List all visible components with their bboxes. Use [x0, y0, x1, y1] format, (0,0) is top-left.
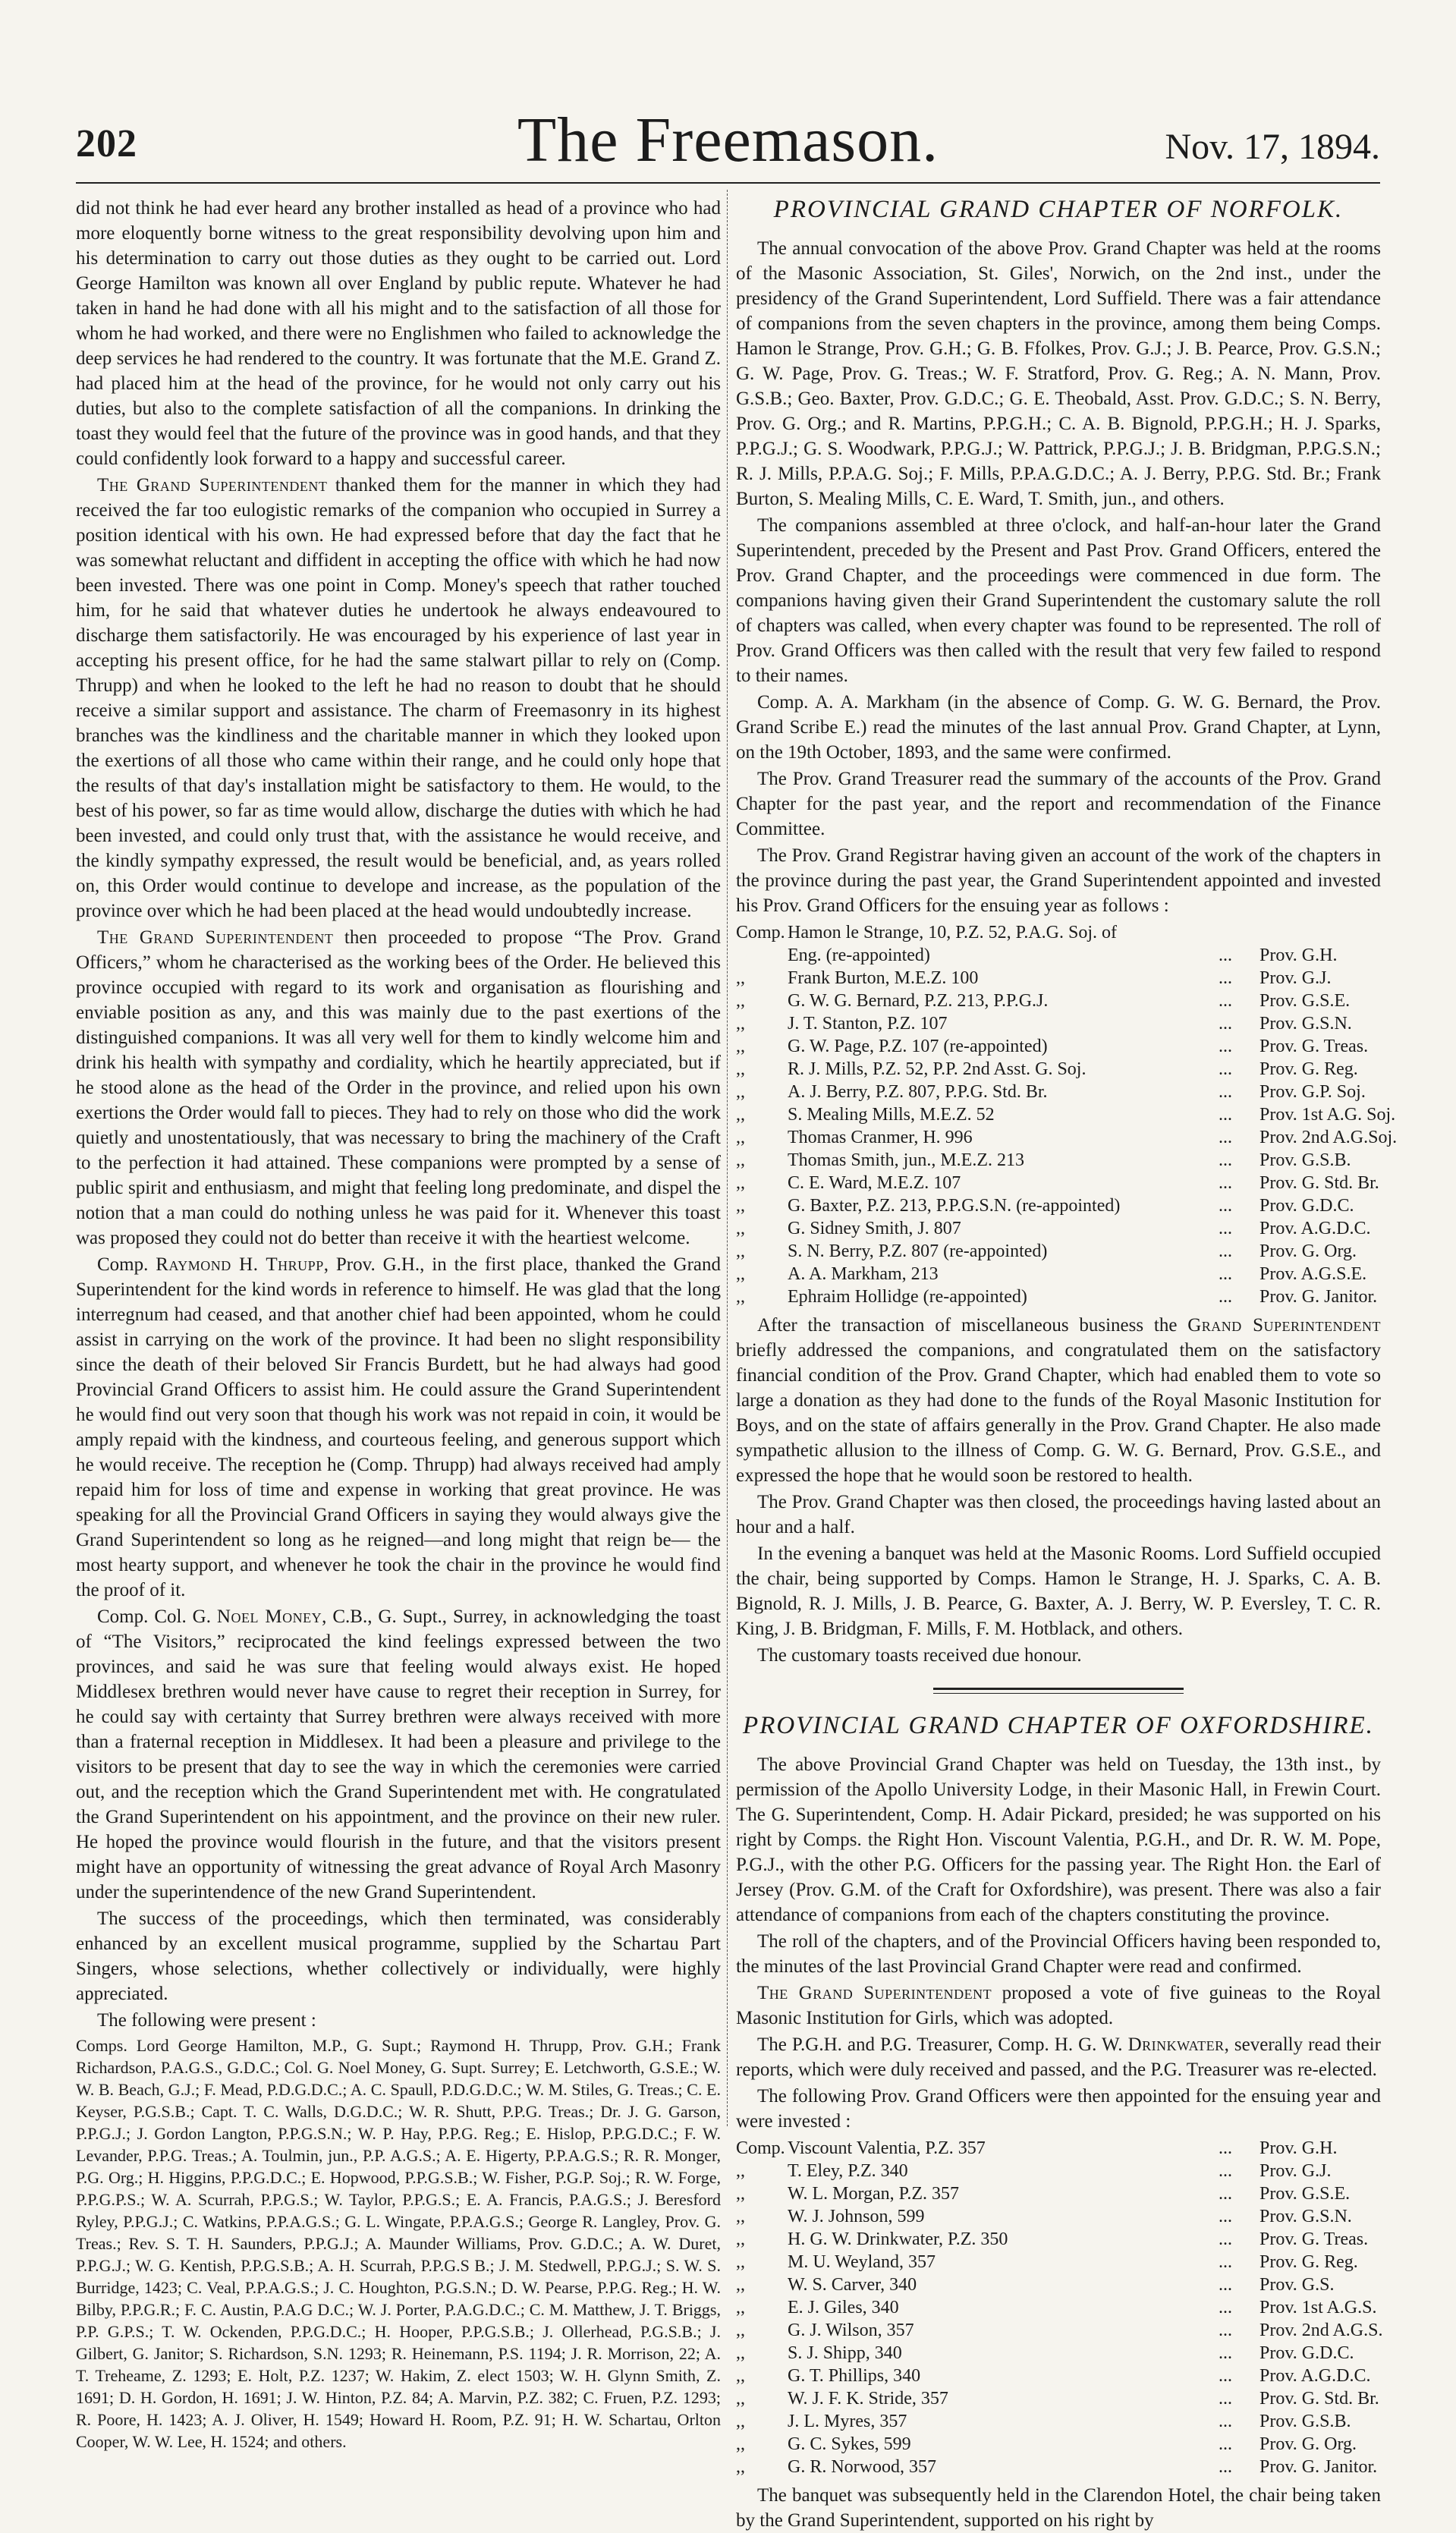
- leader-dots: ...: [1219, 2434, 1232, 2454]
- officer-prefix: ,,: [736, 968, 745, 988]
- officer-name: G. T. Phillips, 340: [788, 2366, 921, 2386]
- officer-row: [736, 1149, 1381, 1172]
- leader-dots: ...: [1219, 1264, 1232, 1284]
- leader-dots: ...: [1219, 2389, 1232, 2409]
- officer-office: Prov. G.S.B.: [1259, 1150, 1351, 1170]
- paragraph-text: , C.B., G. Supt., Surrey, in acknowledging the toast of “The Visitors,” reciprocated the kind feelings expressed between the two provinces, and said he was sure that feeling would always exist. He hoped Middlesex brethren would never have cause to regret their reception in Surrey, for he could say with certainty that Surrey brethren were always received with more than a fraternal reception in Middlesex. It had been a pleasure and privilege to the visitors to be present that day to see the way in which the ceremonies were carried out, and the reception which the Grand Superintendent met with. He congratulated the Grand Superintendent on his appointment, and the province on their new ruler. He hoped the province would flourish in the future, and that the visitors present might have an opportunity of witnessing the great advance of Royal Arch Masonry under the superintendence of the new Grand Superintendent.: [76, 1606, 722, 1902]
- paragraph-text: then proceeded to propose “The Prov. Grand Officers,” whom he characterised as the working bees of the Order. He believed this province occupied with regard to its work and organisation as flourishing and enviable position as any, and this was mainly due to the past exertions of the distinguished companions. It was all very well for them to kindly welcome him and drink his health with sympathy and cordiality, which he heartily appreciated, but if he stood alone as the head of the Order in the province, and relied upon his own exertions the Order would fall to pieces. They had to rely on those who did the work quietly and unostentatiously, that was necessary to bring the machinery of the Craft to the perfection it had attained. These companions were prompted by a sense of public spirit and enthusiasm, and might that feeling long predominate, and dispel the notion that a man could do nothing unless he was paid for it. Whenever this toast was proposed they could not do better than receive it with the heartiest welcome.: [76, 927, 721, 1248]
- header-rule: [76, 182, 1380, 184]
- officer-prefix: ,,: [736, 1014, 745, 1034]
- officer-row: [736, 2433, 1381, 2456]
- officer-name: S. N. Berry, P.Z. 807 (re-appointed): [788, 1241, 1048, 1261]
- officer-row: [736, 921, 1381, 944]
- oxfordshire-officers-list: [736, 2137, 1381, 2478]
- issue-date: Nov. 17, 1894.: [1165, 127, 1380, 167]
- paragraph-text: thanked them for the manner in which they had received the far too eulogistic remarks of the companion who occupied in Surrey a position identical with his own. He had expressed before that day the fact that he was somewhat reluctant and diffident in accepting the office with which he had now been invested. There was one point in Comp. Money's speech that rather touched him, for he said that whatever duties he undertook he always endeavoured to discharge them satisfactorily. He was encouraged by his experience of last year in accepting his present office, for he had the same stalwart pillar to rely on (Comp. Thrupp) and when he looked to the left he had no reason to doubt that he should receive a similar support and assistance. The charm of Freemasonry in its highest branches was the kindliness and the charitable manner in which they looked upon the exertions of all those who came within their range, and he could only hope that the results of that day's installation might be satisfactory to them. He would, to the best of his power, so far as time would allow, discharge the duties with which he had been invested, and could only trust that, with the assistance he would receive, and the kindly sympathy expressed, the result would be beneficial, and, as years rolled on, this Order would continue to develope and increase, as the population of the province over which he had been placed at the head would undoubtedly increase.: [76, 475, 721, 921]
- paragraph-prefix: Comp. Col. G.: [97, 1606, 217, 1627]
- officer-office: Prov. 2nd A.G.Soj.: [1259, 1128, 1398, 1147]
- officer-office: Prov. A.G.D.C.: [1259, 1219, 1371, 1238]
- leader-dots: ...: [1219, 1037, 1232, 1056]
- paragraph: Comp. A. A. Markham (in the absence of Comp. G. W. G. Bernard, the Prov. Grand Scribe E.) read the minutes of the last annual Prov. Grand Chapter, at Lynn, on the 19th October, 1893, and the same were confirmed.: [736, 692, 1381, 763]
- paragraph: The banquet was subsequently held in the Clarendon Hotel, the chair being taken by the Grand Superintendent, supported on his right by: [736, 2485, 1381, 2531]
- speaker-name: The Grand Superintendent: [757, 1983, 992, 2003]
- leader-dots: ...: [1219, 2343, 1232, 2363]
- leader-dots: ...: [1219, 1014, 1232, 1034]
- officer-office: Prov. G. Std. Br.: [1259, 2389, 1379, 2409]
- officer-row: [736, 990, 1381, 1012]
- officer-name: W. J. F. K. Stride, 357: [788, 2389, 948, 2409]
- officer-name: Eng. (re-appointed): [788, 946, 930, 965]
- officer-name: W. J. Johnson, 599: [788, 2207, 925, 2226]
- officer-name: G. J. Wilson, 357: [788, 2321, 914, 2340]
- leader-dots: ...: [1219, 2252, 1232, 2272]
- paragraph-prefix: Comp.: [97, 1254, 156, 1275]
- paragraph: [736, 2032, 1381, 2082]
- officer-row: [736, 2387, 1381, 2410]
- officer-office: Prov. 1st A.G.S.: [1259, 2298, 1377, 2317]
- speaker-name: Raymond H. Thrupp: [156, 1254, 324, 1275]
- leader-dots: ...: [1219, 1150, 1232, 1170]
- leader-dots: ...: [1219, 1082, 1232, 1102]
- officer-name: Frank Burton, M.E.Z. 100: [788, 968, 979, 988]
- officer-prefix: [736, 944, 788, 967]
- paragraph: The roll of the chapters, and of the Provincial Officers having been responded to, the minutes of the last Provincial Grand Chapter were read and confirmed.: [736, 1931, 1381, 1977]
- officer-office: Prov. G.D.C.: [1259, 2343, 1354, 2363]
- officer-name: J. T. Stanton, P.Z. 107: [788, 1014, 948, 1034]
- officer-office: Prov. G. Janitor.: [1259, 2457, 1378, 2477]
- paragraph: The customary toasts received due honour.: [757, 1645, 1082, 1666]
- paragraph: [76, 925, 721, 1251]
- leader-dots: ...: [1219, 1196, 1232, 1216]
- officer-office: Prov. 1st A.G. Soj.: [1259, 1105, 1396, 1125]
- leader-dots: ...: [1219, 1219, 1232, 1238]
- leader-dots: ...: [1219, 1128, 1232, 1147]
- leader-dots: ...: [1219, 2457, 1232, 2477]
- officer-row: [736, 1058, 1381, 1081]
- paragraph-text: , Prov. G.H., in the first place, thanked the Grand Superintendent for the kind words in reference to himself. He was glad that the long interregnum had ceased, and that another chief had been appointed, whom he could assist in carrying on the work of the province. It had been no slight responsibility since the death of their beloved Sir Francis Burdett, but he had always had good Provincial Grand Officers to assist him. He could assure the Grand Superintendent he would find out very soon that though his work was not repaid in coin, it would be amply repaid with the kindness, and courteous feeling, and generous support which he would receive. The reception he (Comp. Thrupp) had always received had amply repaid him for loss of time and expense in working that great province. He was speaking for all the Provincial Grand Officers in saying they would always give the Grand Superintendent so long as he reigned—and long might that reign be— the most hearty support, and whenever he took the chair in the province he would find the proof of it.: [76, 1254, 721, 1600]
- leader-dots: ...: [1219, 946, 1232, 965]
- officer-row: [736, 2410, 1381, 2433]
- officer-name: E. J. Giles, 340: [788, 2298, 899, 2317]
- officer-row: [736, 967, 1381, 990]
- officer-name: Hamon le Strange, 10, P.Z. 52, P.A.G. Soj. of: [788, 923, 1117, 942]
- speaker-name: The Grand Superintendent: [97, 927, 334, 948]
- leader-dots: ...: [1219, 991, 1232, 1011]
- paragraph: [76, 473, 721, 924]
- officer-name: T. Eley, P.Z. 340: [788, 2161, 908, 2181]
- officer-row: [736, 2182, 1381, 2205]
- column-divider: [727, 190, 728, 2126]
- officer-office: Prov. A.G.S.E.: [1259, 1264, 1367, 1284]
- officer-row: [736, 2296, 1381, 2319]
- officer-row: [736, 1217, 1381, 1240]
- officer-prefix: Comp.: [736, 2138, 785, 2158]
- paragraph: The Prov. Grand Chapter was then closed, the proceedings having lasted about an hour and a half.: [736, 1492, 1381, 1537]
- officer-prefix: ,,: [736, 1196, 745, 1216]
- officer-name: W. L. Morgan, P.Z. 357: [788, 2184, 960, 2204]
- officer-office: Prov. G. Org.: [1259, 1241, 1357, 1261]
- paragraph: The success of the proceedings, which then terminated, was considerably enhanced by an excellent musical programme, supplied by the Schartau Part Singers, whose selections, whether collectively or individually, were highly appreciated.: [76, 1908, 721, 2004]
- paragraph: The Prov. Grand Treasurer read the summary of the accounts of the Prov. Grand Chapter for the past year, and the report and recommendation of the Finance Committee.: [736, 769, 1381, 839]
- officer-name: S. J. Shipp, 340: [788, 2343, 902, 2363]
- officer-prefix: ,,: [736, 2298, 745, 2317]
- officer-prefix: ,,: [736, 2184, 745, 2204]
- leader-dots: ...: [1219, 2275, 1232, 2295]
- officer-row: [736, 944, 1381, 967]
- section-heading-oxfordshire: PROVINCIAL GRAND CHAPTER OF OXFORDSHIRE.: [743, 1712, 1374, 1739]
- paragraph: [76, 1604, 721, 1905]
- officer-name: S. Mealing Mills, M.E.Z. 52: [788, 1105, 995, 1125]
- leader-dots: ...: [1219, 2161, 1232, 2181]
- officer-name: G. Sidney Smith, J. 807: [788, 1219, 961, 1238]
- section-separator: [933, 1688, 1184, 1694]
- masthead-title: The Freemason.: [517, 105, 939, 175]
- officer-row: [736, 2319, 1381, 2342]
- officer-name: A. A. Markham, 213: [788, 1264, 939, 1284]
- officer-prefix: ,,: [736, 2366, 745, 2386]
- officer-name: A. J. Berry, P.Z. 807, P.P.G. Std. Br.: [788, 1082, 1048, 1102]
- officer-name: Viscount Valentia, P.Z. 357: [788, 2138, 986, 2158]
- officer-row: [736, 2456, 1381, 2478]
- officer-name: G. R. Norwood, 357: [788, 2457, 936, 2477]
- officer-office: Prov. G. Treas.: [1259, 1037, 1369, 1056]
- officer-row: [736, 1081, 1381, 1103]
- officer-name: G. W. G. Bernard, P.Z. 213, P.P.G.J.: [788, 991, 1049, 1011]
- officer-row: [736, 1103, 1396, 1126]
- officer-office: Prov. G.H.: [1259, 946, 1338, 965]
- page-number: 202: [76, 122, 137, 165]
- officer-row: [736, 2273, 1381, 2296]
- officer-prefix: ,,: [736, 2321, 745, 2340]
- officer-row: [736, 2342, 1381, 2365]
- left-column: [76, 196, 722, 2451]
- officer-office: Prov. G. Janitor.: [1259, 1287, 1378, 1307]
- officer-prefix: ,,: [736, 2434, 745, 2454]
- officer-prefix: ,,: [736, 1059, 745, 1079]
- speaker-name: Grand Superintendent: [1187, 1315, 1381, 1336]
- officer-prefix: ,,: [736, 2457, 745, 2477]
- officer-row: [736, 2228, 1381, 2251]
- officer-prefix: ,,: [736, 2412, 745, 2431]
- officer-prefix: ,,: [736, 2389, 745, 2409]
- officer-prefix: ,,: [736, 1241, 745, 1261]
- officer-row: [736, 1126, 1398, 1149]
- paragraph: [736, 1313, 1381, 1488]
- leader-dots: ...: [1219, 2298, 1232, 2317]
- officer-name: H. G. W. Drinkwater, P.Z. 350: [788, 2229, 1008, 2249]
- officer-office: Prov. G. Reg.: [1259, 1059, 1358, 1079]
- officer-name: Thomas Cranmer, H. 996: [788, 1128, 973, 1147]
- officer-prefix: ,,: [736, 1082, 745, 1102]
- officer-office: Prov. G.S.: [1259, 2275, 1335, 2295]
- officer-office: Prov. G. Reg.: [1259, 2252, 1358, 2272]
- officer-office: [1259, 921, 1381, 944]
- leader-dots: ...: [1219, 1287, 1232, 1307]
- officer-prefix: ,,: [736, 2343, 745, 2363]
- officer-office: Prov. G.J.: [1259, 968, 1332, 988]
- officer-row: [736, 1172, 1381, 1194]
- leader-dots: ...: [1219, 1059, 1232, 1079]
- right-column: [736, 196, 1398, 2531]
- officer-row: [736, 1285, 1381, 1308]
- paragraph-text: proposed a vote of five guineas to the Royal Masonic Institution for Girls, which was adopted.: [736, 1983, 1381, 2028]
- leader-dots: ...: [1219, 2321, 1232, 2340]
- leader-dots: ...: [1219, 1173, 1232, 1193]
- officer-office: Prov. G.D.C.: [1259, 1196, 1354, 1216]
- officer-prefix: ,,: [736, 1150, 745, 1170]
- officer-row: [736, 2205, 1381, 2228]
- paragraph: The above Provincial Grand Chapter was held on Tuesday, the 13th inst., by permission of the Apollo University Lodge, in their Masonic Hall, in Frewin Court. The G. Superintendent, Comp. H. Adair Pickard, presided; he was supported on his right by Comps. the Right Hon. Viscount Valentia, P.G.H., and Dr. R. W. M. Pope, P.G.J., with the other P.G. Officers for the passing year. The Right Hon. the Earl of Jersey (Prov. G.M. of the Craft for Oxfordshire), was present. There was also a fair attendance of companions from each of the chapters constituting the province.: [736, 1754, 1381, 1925]
- officer-prefix: ,,: [736, 991, 745, 1011]
- paragraph: did not think he had ever heard any brother installed as head of a province who had more eloquently borne witness to the great responsibility devolving upon him and his determination to carry out those duties as they ought to be carried out. Lord George Hamilton was known all over England by public repute. Whatever he had taken in hand he had done with all his might and to the satisfaction of all those for whom he had worked, and there were no Englishmen who failed to acknowledge the deep services he had rendered to the country. It was fortunate that the M.E. Grand Z. had placed him at the head of the province, for he would not only carry out his duties, but also to the complete satisfaction of all the companions. In drinking the toast they would feel that the future of the province was in good hands, and that they could confidently look forward to a happy and successful career.: [76, 198, 721, 469]
- paragraph: The following were present :: [97, 2010, 316, 2031]
- leader-dots: ...: [1219, 2207, 1232, 2226]
- officer-prefix: ,,: [736, 2207, 745, 2226]
- leader-dots: ...: [1219, 2229, 1232, 2249]
- officer-prefix: ,,: [736, 1037, 745, 1056]
- paragraph-prefix: The P.G.H. and P.G. Treasurer, Comp. H. G. W.: [757, 2034, 1128, 2055]
- paragraph: [736, 1981, 1381, 2031]
- officer-name: C. E. Ward, M.E.Z. 107: [788, 1173, 961, 1193]
- officer-prefix: ,,: [736, 1219, 745, 1238]
- officer-row: [736, 2251, 1381, 2273]
- officer-row: [736, 2160, 1381, 2182]
- paragraph-text: , severally read their reports, which were duly received and passed, and the P.G. Treasurer was re-elected.: [736, 2034, 1381, 2080]
- officer-name: Ephraim Hollidge (re-appointed): [788, 1287, 1027, 1307]
- leader-dots: ...: [1219, 2184, 1232, 2204]
- leader-dots: [1191, 921, 1259, 944]
- paragraph: The following Prov. Grand Officers were then appointed for the ensuing year and were invested :: [736, 2086, 1381, 2132]
- officer-row: [736, 1263, 1381, 1285]
- officer-row: [736, 2365, 1381, 2387]
- officer-name: G. C. Sykes, 599: [788, 2434, 911, 2454]
- officer-office: Prov. G.S.N.: [1259, 2207, 1352, 2226]
- officer-office: Prov. G. Org.: [1259, 2434, 1357, 2454]
- officer-prefix: ,,: [736, 1173, 745, 1193]
- officer-prefix: ,,: [736, 2161, 745, 2181]
- officer-name: G. Baxter, P.Z. 213, P.P.G.S.N. (re-appointed): [788, 1196, 1121, 1216]
- officer-office: Prov. G.S.N.: [1259, 1014, 1352, 1034]
- officer-office: Prov. G.S.B.: [1259, 2412, 1351, 2431]
- officer-prefix: ,,: [736, 1287, 745, 1307]
- officer-prefix: ,,: [736, 2275, 745, 2295]
- officer-name: J. L. Myres, 357: [788, 2412, 907, 2431]
- leader-dots: ...: [1219, 968, 1232, 988]
- officer-name: R. J. Mills, P.Z. 52, P.P. 2nd Asst. G. Soj.: [788, 1059, 1086, 1079]
- officer-prefix: ,,: [736, 1128, 745, 1147]
- officer-prefix: ,,: [736, 1264, 745, 1284]
- norfolk-officers-list: [736, 921, 1398, 1308]
- officer-office: Prov. G.S.E.: [1259, 2184, 1351, 2204]
- section-heading-norfolk: PROVINCIAL GRAND CHAPTER OF NORFOLK.: [773, 196, 1344, 223]
- officer-name: M. U. Weyland, 357: [788, 2252, 936, 2272]
- officer-office: Prov. G. Std. Br.: [1259, 1173, 1379, 1193]
- paragraph-text: briefly addressed the companions, and congratulated them on the satisfactory financial condition of the Prov. Grand Chapter, which had enabled them to vote so large a donation as they had done to the funds of the Royal Masonic Institution for Boys, and on the state of affairs generally in the Prov. Grand Chapter. He also made sympathetic allusion to the illness of Comp. G. W. G. Bernard, Prov. G.S.E., and expressed the hope that he would soon be restored to health.: [736, 1340, 1381, 1486]
- officer-office: Prov. G.P. Soj.: [1259, 1082, 1366, 1102]
- attendee-list: Comps. Lord George Hamilton, M.P., G. Supt.; Raymond H. Thrupp, Prov. G.H.; Frank Richardson, P.A.G.S., G.D.C.; Col. G. Noel Money, G. Supt. Surrey; E. Letchworth, G.S.E.; W. W. B. Beach, G.J.; F. Mead, P.D.G.D.C.; A. C. Spaull, P.D.G.D.C.; W. M. Stiles, G. Treas.; C. E. Keyser, P.G.S.B.; Capt. T. C. Walls, D.G.D.C.; W. R. Shutt, P.P.G. Treas.; Dr. J. G. Garson, P.P.G.J.; J. Gordon Langton, P.P.G.S.N.; W. P. Hay, P.P.G. Reg.; E. Hislop, P.P.G.D.C.; F. W. Levander, P.P.G. Treas.; A. Toulmin, jun., P.P. A.G.S.; A. E. Higerty, P.P.A.G.S.; R. R. Monger, P.G. Org.; H. Higgins, P.P.G.D.C.; E. Hopwood, P.P.G.S.B.; W. Fisher, P.G.P. Soj.; R. W. Forge, P.P.G.P.S.; W. A. Scurrah, P.P.G.S.; W. Taylor, P.P.G.S.; E. A. Francis, P.A.G.S.; J. Beresford Ryley, P.P.G.J.; C. Watkins, P.P.A.G.S.; G. L. Wingate, P.P.A.G.S.; George R. Langley, Prov. G. Treas.; Rev. S. T. H. Saunders, P.P.G.J.; A. Maunder Williams, Prov. G.D.C.; A. W. Duret, P.P.G.J.; W. G. Kentish, P.P.G.S.B.; A. H. Scurrah, P.P.G.S B.; J. M. Stedwell, P.P.G.J.; S. W. S. Burridge, 1423; C. Veal, P.P.A.G.S.; J. C. Houghton, P.G.S.N.; D. W. Pearse, P.P.G. Reg.; H. W. Bilby, P.P.G.R.; F. C. Austin, P.A.G D.C.; W. J. Porter, P.A.G.D.C.; C. M. Matthew, J. T. Briggs, P.P. G.P.S.; T. W. Ockenden, P.P.G.D.C.; H. Hooper, P.P.G.S.B.; J. Ollerhead, P.G.S.B.; J. Gilbert, G. Janitor; S. Richardson, S.N. 1293; R. Heinemann, P.S. 1194; J. R. Morrison, 22; A. T. Treheame, Z. 1293; E. Holt, P.Z. 1237; W. Hakim, Z. elect 1503; W. H. Glynn Smith, Z. 1691; D. H. Gordon, H. 1691; J. W. Hinton, P.Z. 84; A. Marvin, P.Z. 382; C. Fruen, P.Z. 1293; R. Poore, H. 1423; A. J. Oliver, H. 1549; Howard H. Room, P.Z. 91; H. W. Schartau, Orlton Cooper, W. W. Lee, H. 1524; and others.: [76, 2036, 721, 2451]
- leader-dots: ...: [1219, 2138, 1232, 2158]
- officer-row: [736, 2137, 1381, 2160]
- speaker-name: Noel Money: [216, 1606, 322, 1627]
- officer-row: [736, 1240, 1381, 1263]
- officer-office: Prov. 2nd A.G.S.: [1259, 2321, 1383, 2340]
- leader-dots: ...: [1219, 2366, 1232, 2386]
- page-header: [76, 91, 1380, 175]
- officer-row: [736, 1012, 1381, 1035]
- leader-dots: ...: [1219, 1241, 1232, 1261]
- leader-dots: ...: [1219, 2412, 1232, 2431]
- leader-dots: ...: [1219, 1105, 1232, 1125]
- paragraph: The companions assembled at three o'clock, and half-an-hour later the Grand Superintendent, preceded by the Present and Past Prov. Grand Officers, entered the Prov. Grand Chapter, and the proceedings were commenced in due form. The companions having given their Grand Superintendent the customary salute the roll of chapters was called, when every chapter was found to be represented. The roll of Prov. Grand Officers was then called with the result that very few failed to respond to their names.: [736, 515, 1381, 686]
- officer-name: G. W. Page, P.Z. 107 (re-appointed): [788, 1037, 1048, 1056]
- paragraph: The annual convocation of the above Prov. Grand Chapter was held at the rooms of the Masonic Association, St. Giles', Norwich, on the 2nd inst., under the presidency of the Grand Superintendent, Lord Suffield. There was a fair attendance of companions from the seven chapters in the province, among them being Comps. Hamon le Strange, Prov. G.H.; G. B. Ffolkes, Prov. G.J.; J. B. Pearce, Prov. G.S.N.; G. W. Page, Prov. G. Treas.; W. F. Stratford, Prov. G. Reg.; A. N. Mann, Prov. G.S.B.; Geo. Baxter, Prov. G.D.C.; G. E. Theobald, Asst. Prov. G.D.C.; S. N. Berry, Prov. G. Org.; and R. Martins, P.P.G.H.; C. A. B. Bignold, P.P.G.H.; H. J. Sparks, P.P.G.J.; G. S. Woodwark, P.P.G.J.; W. Pattrick, P.P.G.J.; J. B. Bridgman, P.P.G.S.N.; R. J. Mills, P.P.A.G. Soj.; F. Mills, P.P.A.G.D.C.; A. J. Berry, P.P.G. Std. Br.; Frank Burton, S. Mealing Mills, C. E. Ward, T. Smith, jun., and others.: [736, 238, 1381, 509]
- officer-name: Thomas Smith, jun., M.E.Z. 213: [788, 1150, 1024, 1170]
- officer-prefix: ,,: [736, 1105, 745, 1125]
- officer-prefix: ,,: [736, 2252, 745, 2272]
- officer-prefix: ,,: [736, 2229, 745, 2249]
- officer-office: Prov. G. Treas.: [1259, 2229, 1369, 2249]
- speaker-name: Drinkwater: [1127, 2034, 1225, 2055]
- officer-row: [736, 1035, 1381, 1058]
- officer-prefix: Comp.: [736, 923, 785, 942]
- officer-office: Prov. G.J.: [1259, 2161, 1332, 2181]
- officer-name: W. S. Carver, 340: [788, 2275, 917, 2295]
- paragraph-prefix: After the transaction of miscellaneous business the: [757, 1315, 1188, 1336]
- paragraph: The Prov. Grand Registrar having given an account of the work of the chapters in the province during the past year, the Grand Superintendent appointed and invested his Prov. Grand Officers for the ensuing year as follows :: [736, 845, 1381, 916]
- paragraph: In the evening a banquet was held at the Masonic Rooms. Lord Suffield occupied the chair, being supported by Comps. Hamon le Strange, H. J. Sparks, C. A. B. Bignold, R. J. Mills, J. B. Pearce, G. Baxter, A. J. Berry, W. P. Eversley, T. C. R. King, J. B. Bridgman, F. Mills, F. M. Hotblack, and others.: [736, 1543, 1381, 1639]
- paragraph: [76, 1252, 721, 1603]
- officer-office: Prov. G.S.E.: [1259, 991, 1351, 1011]
- speaker-name: The Grand Superintendent: [97, 475, 328, 496]
- officer-office: Prov. A.G.D.C.: [1259, 2366, 1371, 2386]
- officer-office: Prov. G.H.: [1259, 2138, 1338, 2158]
- officer-row: [736, 1194, 1381, 1217]
